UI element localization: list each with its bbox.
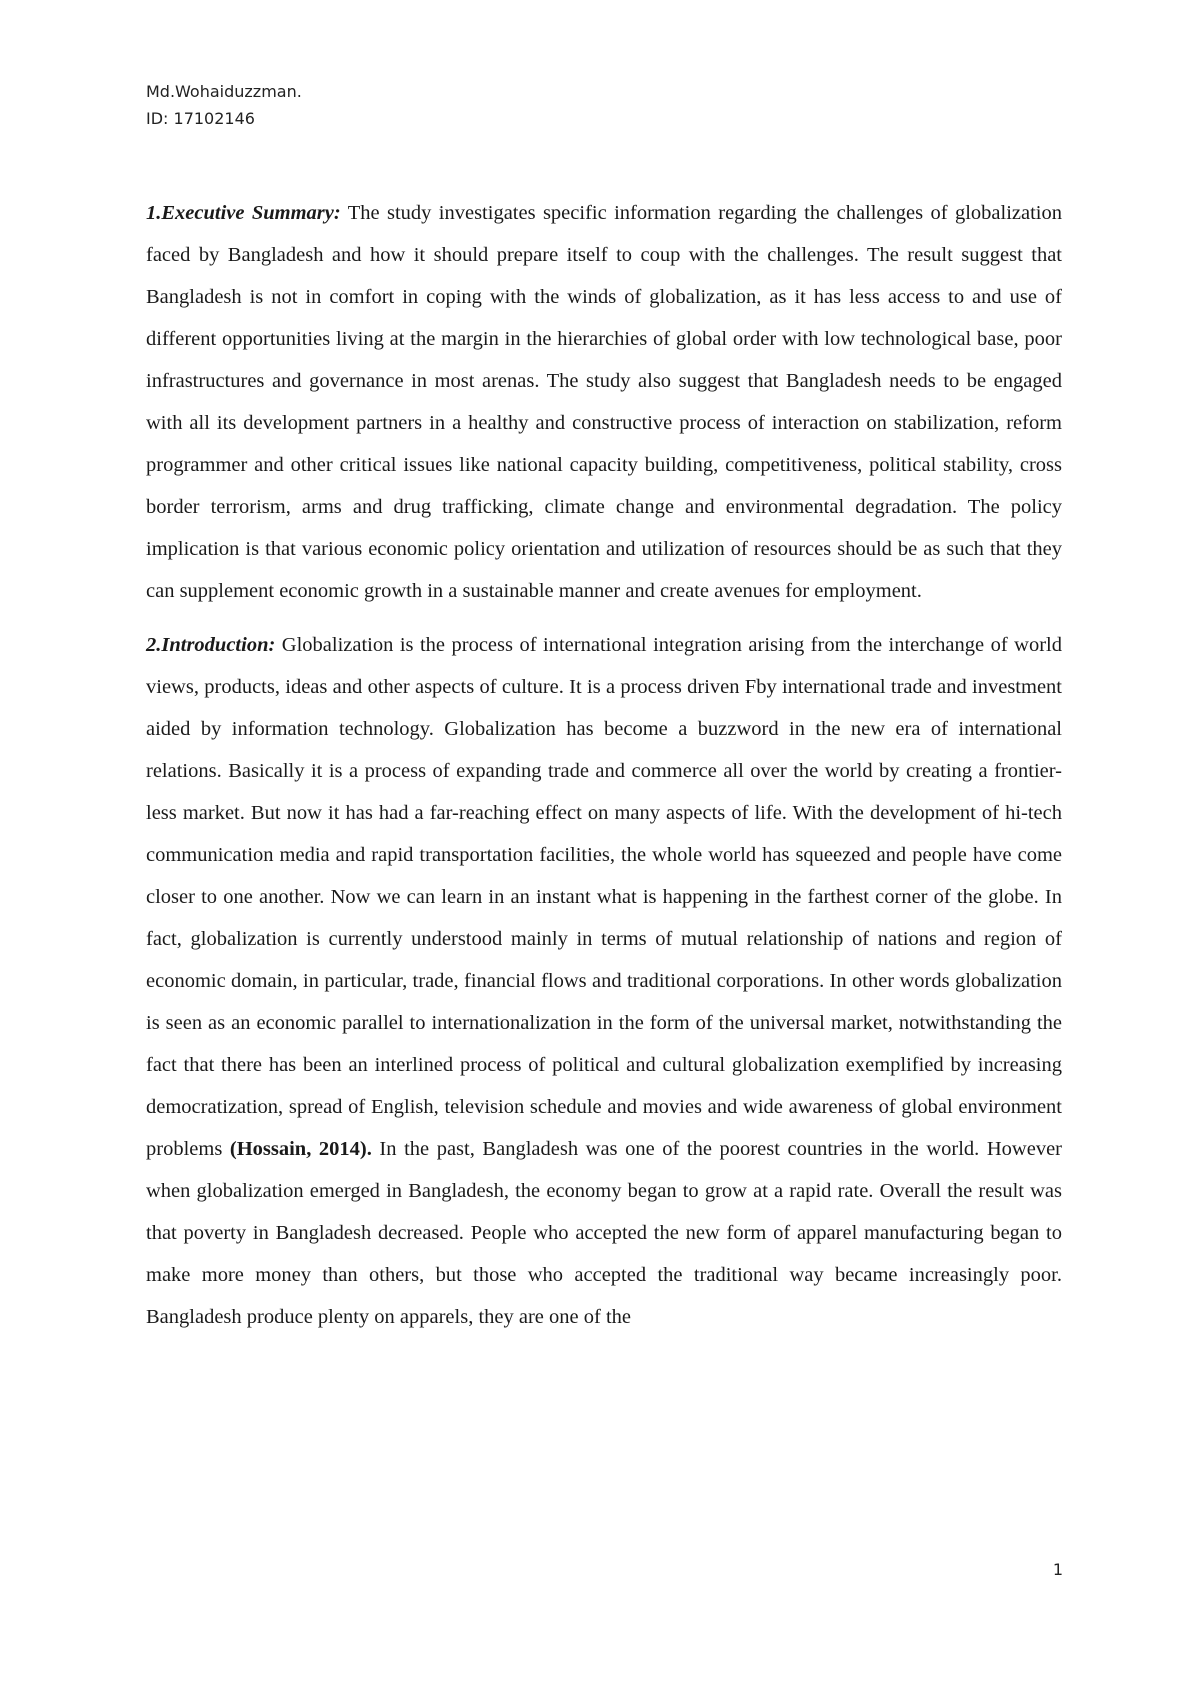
introduction-text-part2: In the past, Bangladesh was one of the poorest countries in the world. However when globalization emerged in Bangladesh, the economy began to grow at a rapid rate. Overall the result was that poverty in Bangladesh decreased. People who accepted the new form of apparel manufacturing began to make more money than others, but those who accepted the traditional way became increasingly poor. Bangladesh produce plenty on apparels, they are one of the bbox=[146, 1138, 1062, 1328]
introduction-text-part1: Globalization is the process of international integration arising from the interchange of world views, products, ideas and other aspects of culture. It is a process driven Fby international trade and investment aided by information technology. Globalization has become a buzzword in the new era of international relations. Basically it is a process of expanding trade and commerce all over the world by creating a frontier-less market. But now it has had a far-reaching effect on many aspects of life. With the development of hi-tech communication media and rapid transportation facilities, the whole world has squeezed and people have come closer to one another. Now we can learn in an instant what is happening in the farthest corner of the globe. In fact, globalization is currently understood mainly in terms of mutual relationship of nations and region of economic domain, in particular, trade, financial flows and traditional corporations. In other words globalization is seen as an economic parallel to internationalization in the form of the universal market, notwithstanding the fact that there has been an interlined process of political and cultural globalization exemplified by increasing democratization, spread of English, television schedule and movies and wide awareness of global environment problems bbox=[146, 634, 1062, 1160]
page-number: 1 bbox=[1052, 1560, 1064, 1579]
citation-hossain: (Hossain, 2014). bbox=[229, 1138, 372, 1160]
student-id: ID: 17102146 bbox=[146, 109, 255, 128]
executive-summary-paragraph bbox=[146, 192, 1062, 612]
executive-summary-text: The study investigates specific information regarding the challenges of globalization faced by Bangladesh and how it should prepare itself to coup with the challenges. The result suggest that Bangladesh is not in comfort in coping with the winds of globalization, as it has less access to and use of different opportunities living at the margin in the hierarchies of global order with low technological base, poor infrastructures and governance in most arenas. The study also suggest that Bangladesh needs to be engaged with all its development partners in a healthy and constructive process of interaction on stabilization, reform programmer and other critical issues like national capacity building, competitiveness, political stability, cross border terrorism, arms and drug trafficking, climate change and environmental degradation. The policy implication is that various economic policy orientation and utilization of resources should be as such that they can supplement economic growth in a sustainable manner and create avenues for employment. bbox=[146, 202, 1062, 602]
introduction-heading: 2.Introduction: bbox=[146, 634, 276, 656]
document-header bbox=[146, 78, 302, 132]
author-name: Md.Wohaiduzzman. bbox=[146, 82, 302, 101]
document-body bbox=[146, 192, 1062, 1350]
introduction-paragraph bbox=[146, 624, 1062, 1338]
executive-summary-heading: 1.Executive Summary: bbox=[146, 202, 341, 224]
